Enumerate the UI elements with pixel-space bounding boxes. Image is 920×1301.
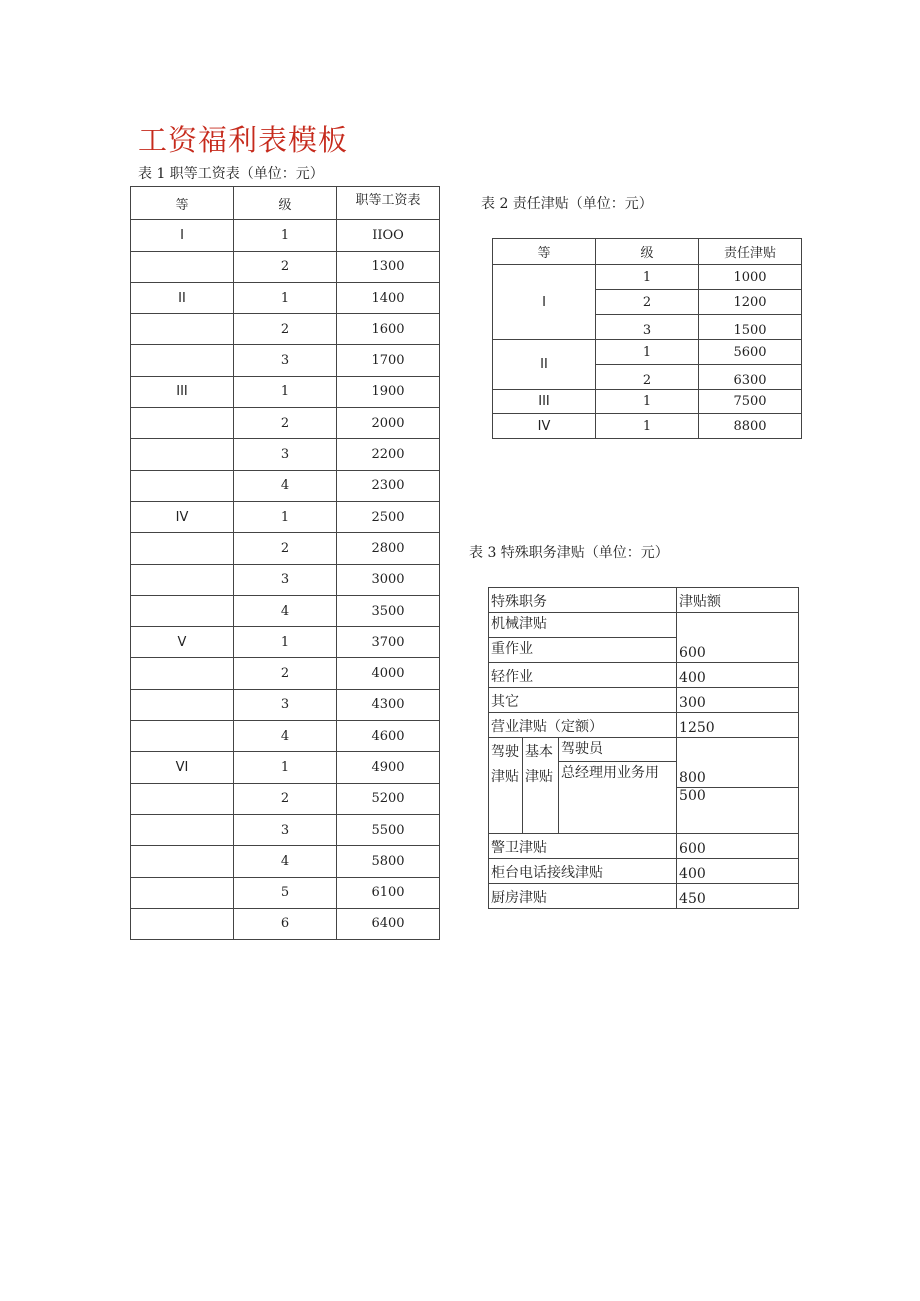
amount-cell: 7500 bbox=[699, 390, 802, 414]
level-cell: 4 bbox=[234, 846, 337, 877]
table-row bbox=[131, 658, 440, 689]
amount-cell: 6100 bbox=[337, 877, 440, 908]
level-cell: 2 bbox=[234, 658, 337, 689]
amount-cell: IIOO bbox=[337, 220, 440, 251]
grade-cell: V bbox=[131, 627, 234, 658]
level-cell: 1 bbox=[596, 265, 699, 290]
amount-cell: 1300 bbox=[337, 251, 440, 282]
grade-cell: II bbox=[493, 340, 596, 390]
amount-cell: 3500 bbox=[337, 595, 440, 626]
grade-cell: III bbox=[493, 390, 596, 414]
table-row bbox=[131, 282, 440, 313]
amount-cell: 4900 bbox=[337, 752, 440, 783]
grade-cell bbox=[131, 533, 234, 564]
row-other: 其它 bbox=[489, 688, 677, 713]
row-basic bbox=[523, 738, 559, 834]
level-cell: 1 bbox=[234, 627, 337, 658]
level-cell: 2 bbox=[234, 783, 337, 814]
row-sales: 营业津贴（定额） bbox=[489, 713, 677, 738]
basic-label-2: 津贴 bbox=[525, 769, 553, 785]
amount-cell: 4300 bbox=[337, 689, 440, 720]
amount-cell: 3700 bbox=[337, 627, 440, 658]
grade-cell bbox=[131, 595, 234, 626]
table-row bbox=[131, 908, 440, 939]
amount-cell: 6300 bbox=[699, 365, 802, 390]
table-row bbox=[131, 564, 440, 595]
level-cell: 1 bbox=[234, 376, 337, 407]
amount-cell: 6400 bbox=[337, 908, 440, 939]
level-cell: 1 bbox=[234, 752, 337, 783]
table-row bbox=[493, 414, 802, 439]
grade-cell bbox=[131, 251, 234, 282]
special-duty-allowance-table bbox=[488, 587, 799, 909]
grade-cell: I bbox=[131, 220, 234, 251]
gm-amount: 500 bbox=[677, 788, 799, 834]
table-row bbox=[131, 251, 440, 282]
level-cell: 1 bbox=[596, 340, 699, 365]
row-guard: 警卫津贴 bbox=[489, 834, 677, 859]
table-row bbox=[131, 689, 440, 720]
grade-cell bbox=[131, 439, 234, 470]
guard-amount: 600 bbox=[677, 834, 799, 859]
level-cell: 4 bbox=[234, 721, 337, 752]
table-row bbox=[493, 390, 802, 414]
light-amount: 400 bbox=[677, 663, 799, 688]
table-row bbox=[493, 340, 802, 365]
page-title: 工资福利表模板 bbox=[138, 123, 349, 157]
amount-cell: 4000 bbox=[337, 658, 440, 689]
amount-cell: 1500 bbox=[699, 315, 802, 340]
grade-cell: II bbox=[131, 282, 234, 313]
grade-cell: IV bbox=[131, 501, 234, 532]
row-counter: 柜台电话接线津贴 bbox=[489, 859, 677, 884]
amount-cell: 2500 bbox=[337, 501, 440, 532]
row-gm-car: 总经理用业务用 bbox=[559, 762, 677, 834]
table-row bbox=[131, 721, 440, 752]
level-cell: 3 bbox=[234, 345, 337, 376]
grade-cell bbox=[131, 814, 234, 845]
amount-cell: 4600 bbox=[337, 721, 440, 752]
table-row bbox=[131, 439, 440, 470]
grade-cell bbox=[131, 564, 234, 595]
grade-cell: I bbox=[493, 265, 596, 340]
amount-cell: 1900 bbox=[337, 376, 440, 407]
level-cell: 3 bbox=[234, 689, 337, 720]
table-row bbox=[131, 345, 440, 376]
amount-cell: 1700 bbox=[337, 345, 440, 376]
level-cell: 2 bbox=[234, 314, 337, 345]
table1-header-cell: 职等工资表 bbox=[337, 187, 440, 220]
driver-amount: 800 bbox=[677, 738, 799, 788]
level-cell: 4 bbox=[234, 595, 337, 626]
table-row bbox=[131, 314, 440, 345]
grade-cell bbox=[131, 470, 234, 501]
table-row bbox=[131, 846, 440, 877]
table-row bbox=[131, 877, 440, 908]
table1-header-row bbox=[131, 187, 440, 220]
row-driver: 驾驶员 bbox=[559, 738, 677, 762]
driving-label-2: 津贴 bbox=[491, 769, 519, 785]
table2-caption: 表 2 责任津贴（单位：元） bbox=[481, 196, 653, 212]
table2-header-cell: 级 bbox=[596, 239, 699, 265]
grade-cell: III bbox=[131, 376, 234, 407]
table-row bbox=[131, 595, 440, 626]
level-cell: 1 bbox=[596, 414, 699, 439]
table2-header-row bbox=[493, 239, 802, 265]
amount-cell: 1000 bbox=[699, 265, 802, 290]
table3-header-duty: 特殊职务 bbox=[489, 588, 677, 613]
row-heavy: 重作业 bbox=[489, 638, 677, 663]
amount-cell: 5500 bbox=[337, 814, 440, 845]
heavy-amount: 600 bbox=[677, 613, 799, 663]
grade-cell bbox=[131, 877, 234, 908]
level-cell: 5 bbox=[234, 877, 337, 908]
grade-cell: VI bbox=[131, 752, 234, 783]
level-cell: 3 bbox=[234, 564, 337, 595]
basic-label-1: 基本 bbox=[525, 744, 553, 760]
sales-amount: 1250 bbox=[677, 713, 799, 738]
level-cell: 1 bbox=[234, 282, 337, 313]
table-row bbox=[131, 220, 440, 251]
table-row bbox=[131, 783, 440, 814]
level-cell: 2 bbox=[234, 251, 337, 282]
driving-label-1: 驾驶 bbox=[491, 744, 519, 760]
amount-cell: 5800 bbox=[337, 846, 440, 877]
table3-header-amount: 津贴额 bbox=[677, 588, 799, 613]
table-row bbox=[131, 627, 440, 658]
grade-cell bbox=[131, 345, 234, 376]
amount-cell: 1200 bbox=[699, 290, 802, 315]
row-machine: 机械津贴 bbox=[489, 613, 677, 638]
table-row bbox=[131, 533, 440, 564]
level-cell: 6 bbox=[234, 908, 337, 939]
grade-cell bbox=[131, 783, 234, 814]
responsibility-allowance-table bbox=[492, 238, 802, 439]
table1-header-cell: 等 bbox=[131, 187, 234, 220]
level-cell: 2 bbox=[234, 408, 337, 439]
table1-header-cell: 级 bbox=[234, 187, 337, 220]
row-kitchen: 厨房津贴 bbox=[489, 884, 677, 909]
table1-caption: 表 1 职等工资表（单位：元） bbox=[138, 166, 324, 182]
amount-cell: 3000 bbox=[337, 564, 440, 595]
amount-cell: 1400 bbox=[337, 282, 440, 313]
table2-header-cell: 责任津贴 bbox=[699, 239, 802, 265]
level-cell: 3 bbox=[596, 315, 699, 340]
table2-header-cell: 等 bbox=[493, 239, 596, 265]
table-row bbox=[131, 470, 440, 501]
row-driving bbox=[489, 738, 523, 834]
level-cell: 1 bbox=[234, 220, 337, 251]
level-cell: 3 bbox=[234, 814, 337, 845]
grade-cell bbox=[131, 658, 234, 689]
level-cell: 1 bbox=[234, 501, 337, 532]
amount-cell: 5600 bbox=[699, 340, 802, 365]
other-amount: 300 bbox=[677, 688, 799, 713]
amount-cell: 2000 bbox=[337, 408, 440, 439]
amount-cell: 2800 bbox=[337, 533, 440, 564]
grade-cell: IV bbox=[493, 414, 596, 439]
kitchen-amount: 450 bbox=[677, 884, 799, 909]
table-row bbox=[131, 752, 440, 783]
amount-cell: 2300 bbox=[337, 470, 440, 501]
grade-cell bbox=[131, 846, 234, 877]
level-cell: 4 bbox=[234, 470, 337, 501]
level-cell: 2 bbox=[234, 533, 337, 564]
table-row bbox=[493, 265, 802, 290]
level-cell: 3 bbox=[234, 439, 337, 470]
row-light: 轻作业 bbox=[489, 663, 677, 688]
counter-amount: 400 bbox=[677, 859, 799, 884]
grade-cell bbox=[131, 908, 234, 939]
level-cell: 2 bbox=[596, 290, 699, 315]
table-row bbox=[131, 376, 440, 407]
grade-cell bbox=[131, 721, 234, 752]
table-row bbox=[131, 814, 440, 845]
amount-cell: 5200 bbox=[337, 783, 440, 814]
level-cell: 1 bbox=[596, 390, 699, 414]
grade-salary-table bbox=[130, 186, 440, 940]
table-row bbox=[131, 501, 440, 532]
table-row bbox=[131, 408, 440, 439]
amount-cell: 2200 bbox=[337, 439, 440, 470]
grade-cell bbox=[131, 689, 234, 720]
amount-cell: 8800 bbox=[699, 414, 802, 439]
table3-caption: 表 3 特殊职务津贴（单位：元） bbox=[469, 545, 669, 561]
level-cell: 2 bbox=[596, 365, 699, 390]
amount-cell: 1600 bbox=[337, 314, 440, 345]
grade-cell bbox=[131, 314, 234, 345]
grade-cell bbox=[131, 408, 234, 439]
